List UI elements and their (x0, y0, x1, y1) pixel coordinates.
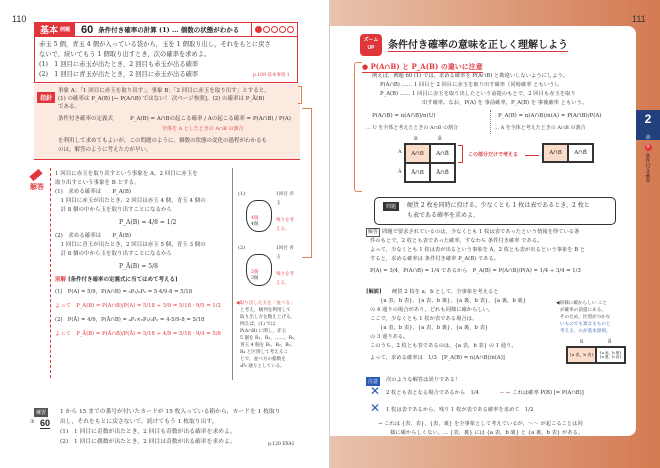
pencil-icon (29, 169, 42, 181)
figure-blue-count: 3個 (251, 276, 259, 281)
side-note-line: 5 個を R₁，R₂，……，R₅， (240, 336, 299, 341)
venn-cell: A∩B (405, 144, 430, 163)
reference-link[interactable]: p.109 基本事項 1 (253, 73, 290, 78)
explanation-line: よって，求める確率は 1/3 [P_A(B) = n(A∩B)/n(A)] (370, 355, 505, 361)
difficulty-dot-icon (287, 26, 294, 33)
problem-tag: 問題 (383, 202, 399, 211)
venn-cell: Ā∩B (405, 163, 430, 182)
explanation-line: {a 表，b 表}，{a 表，b 裏}，{a 裏，b 表} (380, 325, 489, 331)
venn-col-label: B (414, 136, 418, 142)
cross-icon: ✕ (370, 384, 381, 398)
intro-line: P(A∩B) …… 1 回目と 2 回目に赤玉を取り出す確率（同時確率 ともいう）。 (380, 82, 563, 88)
difficulty-rating (251, 23, 297, 36)
right-page (330, 0, 660, 468)
difficulty-dot-icon (279, 26, 286, 33)
figure-label: (1) (238, 191, 246, 197)
problem-line: も表である確率を求めよ。 (407, 212, 480, 219)
section-number-badge: 9 (646, 144, 650, 150)
example-number: 60 (81, 23, 94, 36)
venn-cell: A∩B̄ (430, 144, 455, 163)
figure-note: 残りを考える。 (276, 218, 294, 232)
section-page-title: 条件付き確率の意味を正しく理解しよう (388, 36, 568, 52)
solution-line: 問題で要求されているのは，少なくとも 1 枚は表であったという情報を得ている条 (382, 229, 580, 235)
definition-formula: P_A(B) = A∩Bの起こる確率 / Aの起こる確率 = P(A∩B) / P(A) (130, 116, 291, 122)
mini-venn-table (566, 346, 626, 364)
side-note-line: 青玉 4 個を B₁，B₂，B₃， (240, 343, 296, 348)
difficulty-dot-icon (255, 26, 262, 33)
definition-note: 全体を A としたときの A∩B の割合 (162, 126, 244, 132)
problem-line: ないで，続いてもう 1 個取り出すとき，次の確率を求めよ。 (39, 51, 211, 58)
example-problem (34, 37, 298, 83)
practice-line: (1) 1 回目に奇数が出たとき，2 回目も奇数が出る確率を求めよ。 (60, 429, 236, 435)
solution-line: よって，少なくとも 1 枚は表が出るという事象を A，2 枚とも表が出るという事象を B と (370, 247, 586, 253)
figure-drawn: 1回目 青玉 (276, 246, 294, 260)
bracket-decor (354, 62, 362, 192)
formula-conditional-note: … A を全体と考えたときの A∩B の割合 (494, 125, 586, 131)
answer-line: 1 回目に青玉が出たとき，2 回目は赤玉 5 個，青玉 3 個の (55, 242, 206, 248)
explanation-line: の 4 通りの場合があり，どれも同様に確からしい。 (370, 307, 494, 313)
hint-tag: 指針 (37, 92, 55, 103)
solution-line: 件のもとで，2 枚とも表であった確率，すなわち 条件付き確率 である。 (370, 238, 543, 244)
answer-tag: 解答 (30, 172, 44, 192)
bag-figure-1 (238, 190, 300, 240)
venn-table-full (404, 143, 456, 183)
intro-line: 出す確率。なお，P(A) を 事前確率，P_A(B) を 事後確率 ともいう。 (422, 100, 588, 106)
explanation-line: ここで，少なくとも 1 枚が表である場合は， (370, 316, 478, 322)
venn-cell: A∩B̄ (568, 144, 593, 162)
explanation-tag: [解説] (366, 289, 382, 295)
venn-col-label: B̄ (438, 136, 442, 142)
answer-formula: P_A(B) = 4/8 = 1/2 (119, 219, 177, 226)
page-number-right: 111 (632, 14, 646, 24)
bag-icon (246, 200, 272, 232)
practice-line: 1 から 15 までの番号が付いたカードが 15 枚入っている箱から，カードを 1 枚取り (60, 409, 281, 415)
example-header (34, 22, 298, 37)
bracket-decor (298, 86, 302, 104)
side-note-line: P(A∩B) に関し，赤玉 (240, 329, 287, 334)
figure-blue-count: 4個 (251, 222, 259, 227)
solution-formula: P(A) = 3/4，P(A∩B) = 1/4 であるから P_A(B) = P(A∩B)/P(A) = 1/4 ÷ 3/4 = 1/3 (370, 268, 581, 274)
difficulty-dot-icon (263, 26, 270, 33)
venn-cell: {a 表，b 裏} {a 裏，b 表} (596, 347, 625, 363)
bracket-decor (302, 108, 312, 258)
example-title: 条件付き確率の計算 (1) … 個数の状態がわかる (98, 26, 240, 34)
figure-note: 残りを考える。 (276, 272, 294, 286)
problem-line: (1) 1 回目に赤玉が出たとき，2 回目も赤玉が出る確率 (39, 61, 199, 68)
practice-line: 出し，それをもとに戻さないで，続けてもう 1 枚取り出す。 (60, 419, 218, 425)
side-note-line: 例えば，(1) では (240, 322, 276, 327)
problem-line: 赤玉 5 個，青玉 4 個が入っている袋から，玉を 1 個取り出し，それをもとに戻さ (39, 41, 271, 48)
page-number-left: 110 (12, 14, 27, 24)
arrow-icon (525, 155, 539, 156)
venn-cell: Ā∩B̄ (430, 163, 455, 182)
venn-cell: A∩B (543, 144, 568, 162)
practice-tag: 練習 (36, 410, 47, 416)
section-tab[interactable] (636, 142, 660, 183)
explanation-line: このうち，2 枚とも表であるのは，{a 表，b 表} の 1 通り。 (370, 343, 517, 349)
formula-joint-note: … U を全体と考えたときの A∩B の割合 (366, 125, 459, 131)
side-note-line: 取り出し方を数え上げる。 (240, 315, 296, 320)
example-tag: 基本 例題 (35, 22, 75, 37)
venn-arrow-label: この部分だけで考える (468, 152, 519, 158)
practice-reference-link[interactable]: p.120 EX41 (268, 442, 295, 447)
formula-joint: P(A∩B) = n(A∩B)/n(U) (372, 113, 436, 119)
section-heading: ● P(A∩B) と P_A(B) の違いに注意 (362, 62, 483, 71)
side-note-line: と考え，順列を利用して (240, 308, 291, 313)
problem-box (374, 197, 616, 225)
problem-line: (2) 1 回目に青玉が出たとき，2 回目に赤玉が出る確率 (39, 71, 199, 78)
side-note-line: そのため，区別がつかな (560, 315, 611, 320)
difficulty-dot-icon (271, 26, 278, 33)
practice-number: 60 (40, 418, 51, 428)
side-note-line: ◀取り出した玉を「並べる」 (236, 301, 295, 306)
intro-line: 例えば，例題 60 (1) では，求める確率を P(A∩B) と勘違いしないようにしよう。 (372, 73, 569, 79)
answer-area (50, 168, 230, 378)
wrong-answer: 2 枚とも表となる場合であるから 1/4 (386, 390, 480, 396)
side-note-line: ◀同様に確からしい こと (556, 301, 607, 306)
wrong-answer-note: ← ← これは確率 P(B) [= P(A∩B)] (500, 390, 584, 396)
figure-label: (2) (238, 245, 246, 251)
divider (490, 110, 491, 134)
hint-box (34, 84, 300, 160)
venn-row-label: A (398, 149, 402, 155)
side-note-line: が確率の前提にある。 (560, 308, 606, 313)
solution-tag: 解答 (368, 229, 379, 235)
zoom-up-badge: ズーム UP (360, 34, 382, 56)
venn-col-label: B (580, 340, 584, 345)
wrong-answer: 1 枚は表であるから，残り 1 枚が表である確率を求めて 1/2 (386, 407, 534, 413)
side-note-line: B₄ と区別して考えるこ (240, 350, 289, 355)
venn-cell: {a 表，b 表} (567, 347, 596, 363)
hint-line: 事象 A：「1 回目に赤玉を取り出す」，事象 B：「2 回目に赤玉を取り出す」とすると， (58, 88, 270, 94)
hint-line: を利用して求めてもよいが，この問題のように，個数の状態の変化の過程がわかるも (58, 138, 268, 144)
venn-row-label: Ā (398, 169, 402, 175)
chapter-tab[interactable]: 2 章 (636, 110, 660, 140)
hint-line: (1) の確率は P_A(B) [← P(A∩B) ではない！ 次ページ参照]，(2) の確率は P_Ā(B) (58, 96, 265, 102)
solution-line: すると，求める確率は 条件付き確率 P_A(B) である。 (370, 256, 500, 262)
caution-intro: 次のような解答は誤りである！ (386, 377, 461, 383)
alt-line: よって P_Ā(B) = P(Ā∩B)/P(Ā) = 5/18 ÷ 4/9 = 5/18 · 9/4 = 5/8 (55, 331, 221, 337)
alt-line: (1) P(A) = 5/9，P(A∩B) = ₅P₂/₉P₂ = 5·4/9·8 = 5/18 (55, 289, 193, 295)
cross-icon: ✕ (370, 401, 381, 415)
problem-line: 硬貨 2 枚を同時に投げる。少なくとも 1 枚は表であるとき，2 枚と (407, 202, 590, 209)
alt-solution-heading: 別解 [条件付き確率の定義式に当てはめて考える] (55, 277, 178, 283)
figure-red-count: 4個 (251, 216, 259, 221)
side-note-line: いものでも異なるものと (560, 322, 611, 327)
figure-red-count: 5個 (251, 270, 259, 275)
column-divider (232, 168, 233, 380)
formula-conditional: P_A(B) = n(A∩B)/n(A) = P(A∩B)/P(A) (498, 113, 602, 119)
practice-marker: ③ (30, 419, 35, 425)
side-note-line: 考える，のが基本原則。 (560, 329, 611, 334)
answer-line: 取り出すという事象を B とする。 (55, 180, 140, 186)
definition-label: 条件付き確率の定義式 (58, 116, 114, 122)
answer-line: 1 回目に赤玉が出たとき，2 回目は赤玉 4 個，青玉 4 個の (55, 198, 206, 204)
caution-tag: 注意 (368, 379, 379, 385)
hint-line: のは，解答のように考えた方が早い。 (58, 147, 152, 153)
alt-line: (2) P(Ā) = 4/9，P(Ā∩B) = ₄P₁×₅P₁/₉P₂ = 4·5/9·8 = 5/18 (55, 317, 205, 323)
bag-figure-2 (238, 244, 300, 294)
figure-drawn: 1回目 赤玉 (276, 192, 294, 206)
venn-table-conditional (542, 143, 594, 163)
section-tab-label: 条件付き確率 (644, 153, 651, 183)
hint-line: である。 (58, 104, 81, 110)
explanation-line: の 3 通りある。 (370, 334, 409, 340)
wrong-answer-note: 様に確からしくない。… {表，裏} には {a 表，b 裏} と {a 裏，b 表} がある。 (390, 430, 584, 436)
side-note-line: ₉P₂ 通りとしている。 (240, 364, 285, 369)
answer-line: 1 回目に赤玉を取り出すという事象を A，2 回目に赤玉を (55, 171, 198, 177)
practice-line: (2) 1 回目に偶数が出たとき，2 回目は奇数が出る確率を求めよ。 (60, 439, 236, 445)
explanation-line: 硬貨 2 枚を a，b として，全事象を考えると (392, 289, 499, 295)
explanation-line: {a 表，b 表}，{a 表，b 裏}，{a 裏，b 表}，{a 裏，b 裏} (380, 298, 527, 304)
answer-line: 計 8 個の中から玉を取り出すことになるから (55, 251, 172, 257)
venn-col-label: B̄ (608, 340, 612, 345)
side-note-line: とで，並べ方の総数を (240, 357, 286, 362)
answer-formula: P_Ā(B) = 5/8 (119, 263, 158, 270)
alt-line: よって P_A(B) = P(A∩B)/P(A) = 5/18 ÷ 5/9 = 5/18 · 9/5 = 1/2 (55, 303, 221, 309)
answer-line: 計 8 個の中から玉を取り出すことになるから (55, 207, 172, 213)
wrong-answer-note: → これは {表，表}，{表，裏} を全事象として考えているが，～～ が起こることは同 (378, 421, 583, 427)
answer-line: (1) 求める確率は P_A(B) (55, 189, 132, 195)
answer-line: (2) 求める確率は P_Ā(B) (55, 233, 132, 239)
bag-icon (246, 254, 272, 286)
bracket-decor (458, 145, 463, 163)
intro-line: P_A(B) …… 1 回目に赤玉を取り出したという前提のもとで，2 回目も赤玉を取り (380, 91, 576, 97)
